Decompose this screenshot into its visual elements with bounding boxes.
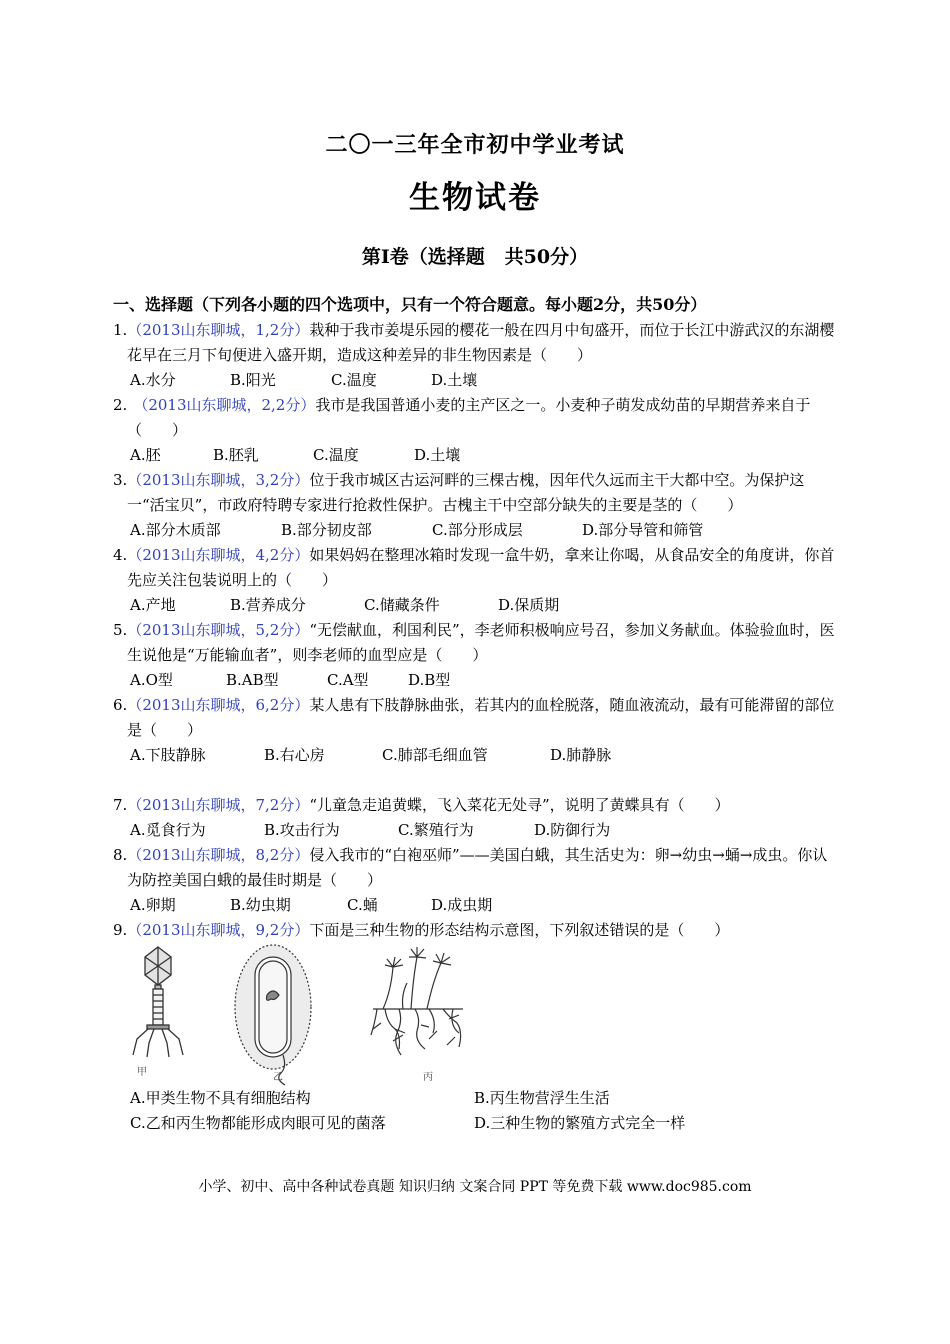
option-a: A.产地: [130, 596, 176, 614]
question-source: （2013山东聊城，2,2分）: [133, 396, 316, 414]
question-2: [113, 393, 837, 468]
option-d: D.防御行为: [534, 821, 611, 839]
question-source: （2013山东聊城，4,2分）: [127, 546, 310, 564]
option-c: C.肺部毛细血管: [382, 746, 488, 764]
question-stem: [113, 318, 837, 368]
question-5: [113, 618, 837, 693]
question-3: [113, 468, 837, 543]
question-stem: [113, 543, 837, 593]
paper-part-heading: 第Ⅰ卷（选择题 共50分）: [361, 246, 589, 268]
question-source: （2013山东聊城，6,2分）: [127, 696, 310, 714]
question-stem: [113, 793, 837, 818]
option-a: A.水分: [130, 371, 176, 389]
question-stem: [113, 618, 837, 668]
question-text: 某人患有下肢静脉曲张，若其内的血栓脱落，随血液流动，最有可能滞留的部位是（ ）: [127, 696, 835, 739]
organism-figures: [123, 943, 837, 1086]
option-row: [113, 368, 837, 393]
question-text: 下面是三种生物的形态结构示意图，下列叙述错误的是（ ）: [309, 921, 730, 939]
option-b: B.营养成分: [230, 596, 306, 614]
option-a: A.O型: [130, 671, 173, 689]
question-source: （2013山东聊城，9,2分）: [127, 921, 310, 939]
question-text: 栽种于我市姜堤乐园的樱花一般在四月中旬盛开，而位于长江中游武汉的东湖樱花早在三月下旬便进入盛开期，造成这种差异的非生物因素是（ ）: [127, 321, 835, 364]
option-b: B.阳光: [230, 371, 276, 389]
question-stem: [113, 468, 837, 518]
question-source: （2013山东聊城，3,2分）: [127, 471, 310, 489]
option-c: C.温度: [331, 371, 377, 389]
question-7: [113, 793, 837, 843]
option-d: D.土壤: [414, 446, 461, 464]
option-d: D.保质期: [498, 596, 560, 614]
option-row: [113, 893, 837, 918]
question-6: [113, 693, 837, 768]
option-c: C.繁殖行为: [398, 821, 474, 839]
figure-label-jia: 甲: [137, 1067, 147, 1078]
question-number: 7.: [113, 796, 128, 814]
option-c: C.温度: [313, 446, 359, 464]
question-number: 3.: [113, 471, 128, 489]
blank-line: [113, 768, 837, 793]
option-b: B.右心房: [264, 746, 325, 764]
option-a: A.觅食行为: [130, 821, 206, 839]
option-row: [113, 668, 837, 693]
question-text: 侵入我市的“白袍巫师”——美国白蛾，其生活史为：卵→幼虫→蛹→成虫。你认为防控美国白蛾的最佳时期是（ ）: [127, 846, 828, 889]
option-d: D.B型: [408, 671, 451, 689]
option-a: A.下肢静脉: [130, 746, 206, 764]
question-number: 2.: [113, 396, 128, 414]
option-c: C.蛹: [347, 896, 378, 914]
question-9: [113, 918, 837, 1136]
question-number: 6.: [113, 696, 128, 714]
option-row: [113, 818, 837, 843]
question-1: [113, 318, 837, 393]
option-c: C.储藏条件: [364, 596, 440, 614]
option-row: [113, 743, 837, 768]
exam-subject: 生物试卷: [409, 180, 541, 216]
question-text: 如果妈妈在整理冰箱时发现一盒牛奶，拿来让你喝，从食品安全的角度讲，你首先应关注包装说明上的（ ）: [127, 546, 835, 589]
question-list: [113, 318, 837, 1136]
option-b: B.胚乳: [213, 446, 259, 464]
question-number: 4.: [113, 546, 128, 564]
question-stem: [113, 693, 837, 743]
option-a: A.部分木质部: [130, 521, 221, 539]
option-d: D.三种生物的繁殖方式完全一样: [474, 1114, 686, 1132]
question-text: 位于我市城区古运河畔的三棵古槐，因年代久远而主干大都中空。为保护这一“活宝贝”，市政府特聘专家进行抢救性保护。古槐主干中空部分缺失的主要是茎的（ ）: [127, 471, 805, 514]
question-number: 8.: [113, 846, 128, 864]
question-8: [113, 843, 837, 918]
figure-label-yi: 乙: [273, 1072, 283, 1083]
option-row: [113, 1086, 837, 1111]
question-source: （2013山东聊城，5,2分）: [127, 621, 310, 639]
option-a: A.卵期: [130, 896, 176, 914]
option-b: B.攻击行为: [264, 821, 340, 839]
question-number: 9.: [113, 921, 128, 939]
option-b: B.丙生物营浮生生活: [474, 1089, 610, 1107]
option-a: A.甲类生物不具有细胞结构: [130, 1089, 311, 1107]
option-row: [113, 518, 837, 543]
question-stem: [113, 918, 837, 943]
option-d: D.成虫期: [431, 896, 493, 914]
question-source: （2013山东聊城，7,2分）: [127, 796, 310, 814]
question-stem: [113, 393, 837, 443]
exam-title: 二〇一三年全市初中学业考试: [325, 132, 625, 158]
option-d: D.部分导管和筛管: [582, 521, 704, 539]
option-row: [113, 443, 837, 468]
question-source: （2013山东聊城，8,2分）: [127, 846, 310, 864]
option-c: C.部分形成层: [432, 521, 523, 539]
option-b: B.幼虫期: [230, 896, 291, 914]
page-footer: 小学、初中、高中各种试卷真题 知识归纳 文案合同 PPT 等免费下载 www.doc985.com: [198, 1179, 752, 1195]
question-text: “无偿献血，利国利民”，李老师积极响应号召，参加义务献血。体验验血时，医生说他是“万能输血者”，则李老师的血型应是（ ）: [127, 621, 835, 664]
option-a: A.胚: [130, 446, 161, 464]
question-text: “儿童急走追黄蝶，飞入菜花无处寻”，说明了黄蝶具有（ ）: [309, 796, 730, 814]
option-b: B.AB型: [226, 671, 279, 689]
question-4: [113, 543, 837, 618]
question-number: 1.: [113, 321, 128, 339]
option-d: D.土壤: [431, 371, 478, 389]
question-text: 我市是我国普通小麦的主产区之一。小麦种子萌发成幼苗的早期营养来自于（ ）: [127, 396, 811, 439]
option-c: C.A型: [327, 671, 369, 689]
option-row: [113, 593, 837, 618]
option-d: D.肺静脉: [550, 746, 612, 764]
bacteriophage-figure: [127, 943, 189, 1071]
figure-label-bing: 丙: [423, 1072, 433, 1083]
mold-figure: [363, 943, 473, 1073]
option-c: C.乙和丙生物都能形成肉眼可见的菌落: [130, 1114, 386, 1132]
question-number: 5.: [113, 621, 128, 639]
section-heading: 一、选择题（下列各小题的四个选项中，只有一个符合题意。每小题2分，共50分）: [113, 295, 707, 314]
question-stem: [113, 843, 837, 893]
question-source: （2013山东聊城，1,2分）: [127, 321, 310, 339]
option-row: [113, 1111, 837, 1136]
option-b: B.部分韧皮部: [281, 521, 372, 539]
